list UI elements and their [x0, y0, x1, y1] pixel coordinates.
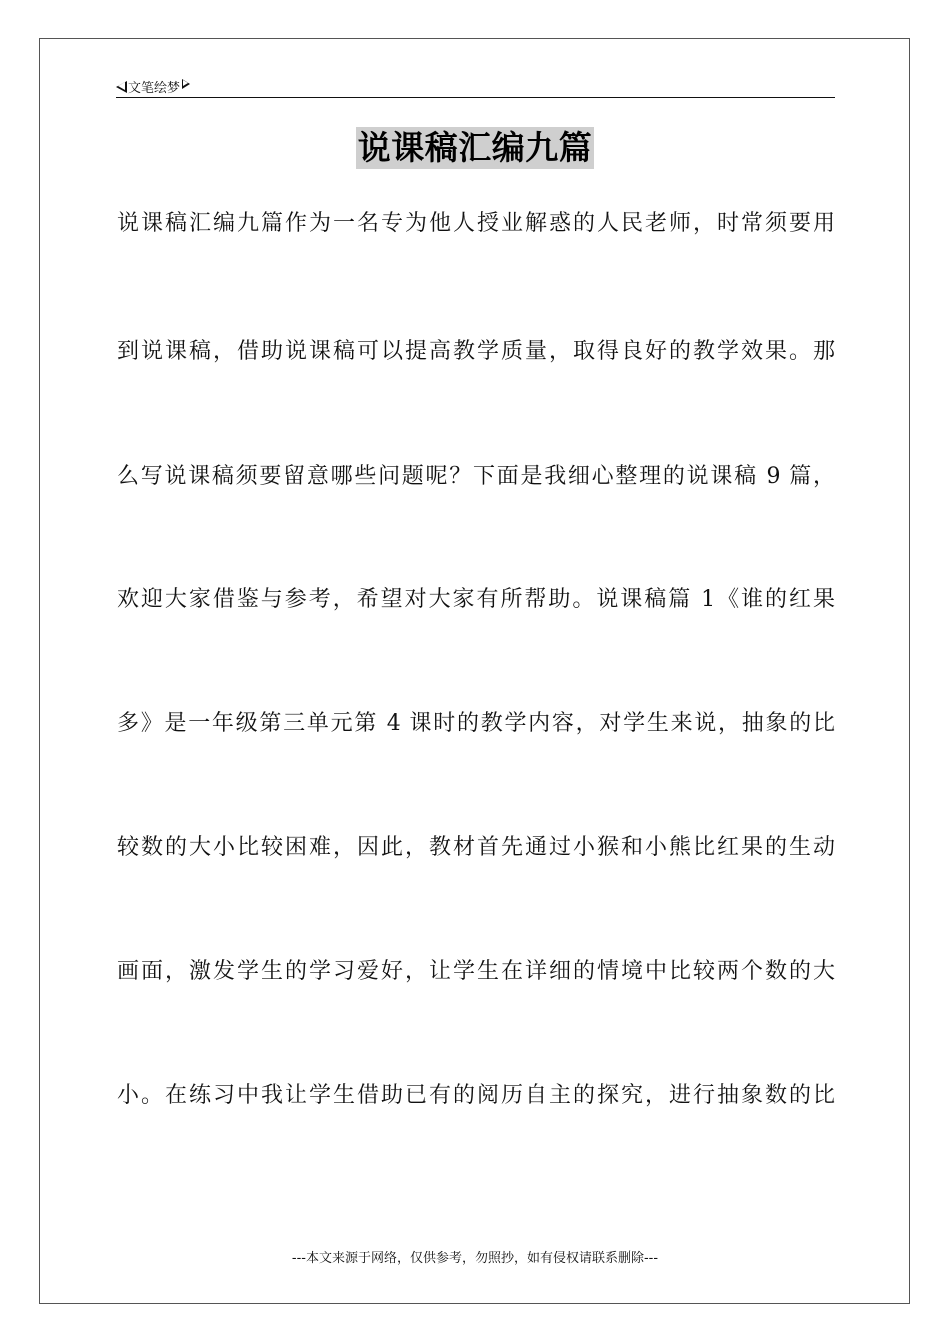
body-line: 么写说课稿须要留意哪些问题呢？下面是我细心整理的说课稿 9 篇，: [117, 464, 835, 489]
page-header: [116, 74, 835, 98]
body-line: 小。在练习中我让学生借助已有的阅历自主的探究，进行抽象数的比: [117, 1083, 835, 1108]
body-line: 较数的大小比较困难，因此，教材首先通过小猴和小熊比红果的生动: [117, 835, 835, 860]
header-brand-text: 文笔绘梦: [128, 81, 181, 96]
body-line: 画面，激发学生的学习爱好，让学生在详细的情境中比较两个数的大: [117, 959, 835, 984]
document-title: 说课稿汇编九篇: [357, 128, 593, 167]
title-container: [0, 127, 950, 169]
right-triangle-icon: [182, 79, 190, 89]
body-line: 说课稿汇编九篇作为一名专为他人授业解惑的人民老师，时常须要用: [117, 211, 835, 236]
body-line: 多》是一年级第三单元第 4 课时的教学内容，对学生来说，抽象的比: [117, 711, 835, 736]
header-brand: [116, 77, 190, 96]
page-footer: ---本文来源于网络，仅供参考，勿照抄，如有侵权请联系删除---: [291, 1251, 659, 1266]
body-line: 到说课稿，借助说课稿可以提高教学质量，取得良好的教学效果。那: [117, 339, 835, 364]
body-line: 欢迎大家借鉴与参考，希望对大家有所帮助。说课稿篇 1《谁的红果: [117, 587, 835, 612]
left-triangle-icon: [116, 81, 127, 93]
